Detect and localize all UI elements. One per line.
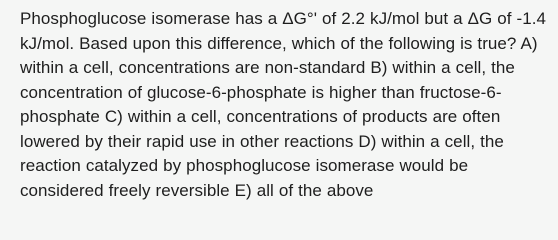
question-text: Phosphoglucose isomerase has a ΔG°' of 2.2 kJ/mol but a ΔG of -1.4 kJ/mol. Based upon this difference, which of the following is true? A) within a cell, concentrations are non-standard B) within a cell, the concentration of glucose-6-phosphate is higher than fructose-6-phosphate C) within a cell, concentrations of products are often lowered by their rapid use in other reactions D) within a cell, the reaction catalyzed by phosphoglucose isomerase would be considered freely reversible E) all of the above: [20, 9, 547, 200]
